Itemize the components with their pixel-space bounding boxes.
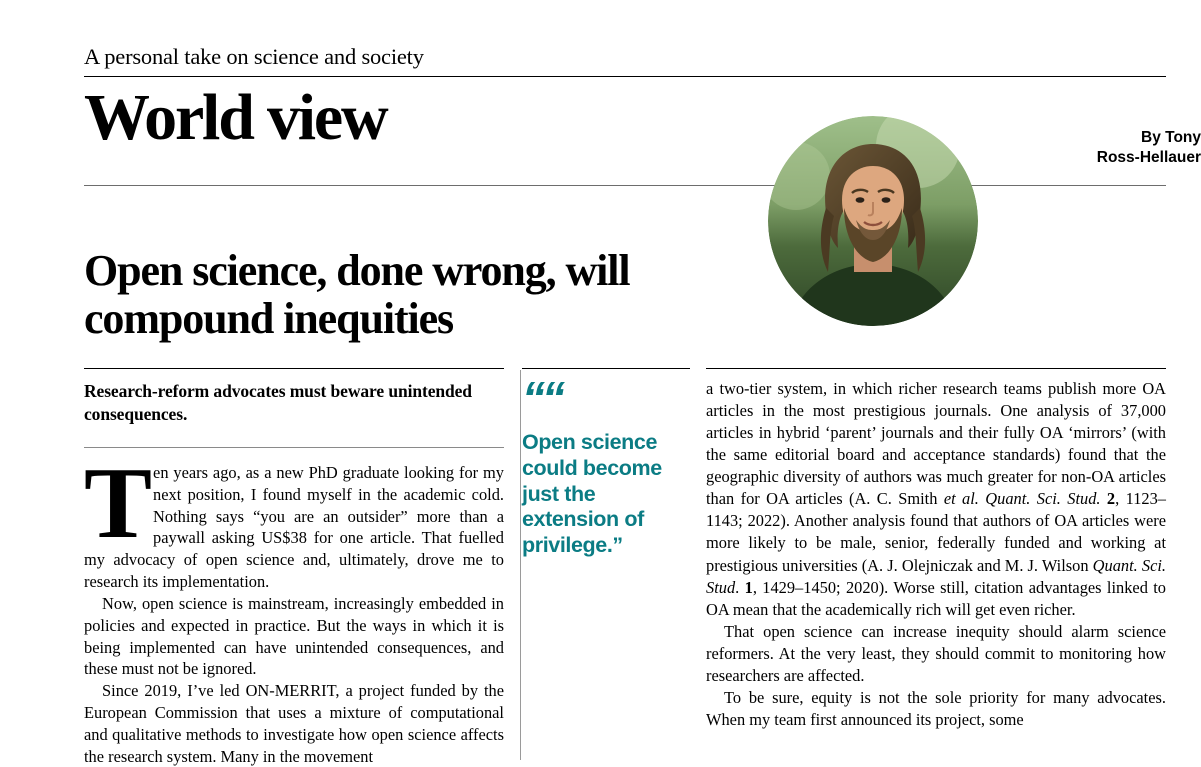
article-headline: Open science, done wrong, will compound inequities (84, 246, 630, 343)
paragraph (84, 680, 504, 767)
paragraph (84, 593, 504, 680)
byline (1001, 128, 1201, 169)
pull-quote (522, 372, 694, 559)
paragraph-text: That open science can increase inequity should alarm science reformers. At the very least, they should commit to monitoring how researchers are affected. (706, 621, 1166, 685)
portrait-illustration (768, 116, 978, 326)
body-column-left (84, 447, 504, 767)
paragraph (84, 447, 504, 593)
byline-line-1: By Tony (1141, 129, 1201, 146)
drop-cap: T (84, 447, 150, 560)
standfirst: Research-reform advocates must beware unintended consequences. (84, 381, 472, 425)
paragraph-text: To be sure, equity is not the sole priority for many advocates. When my team first announced its project, some (706, 687, 1166, 729)
column-rule-middle (522, 368, 690, 369)
paragraph-text: a two-tier system, in which richer research teams publish more OA articles in the most prestigious journals. One analysis of 37,000 articles in hybrid ‘parent’ journals and their fully OA ‘mirrors’ (with the same editorial board and acceptance standards) found that the geographic diversity of authors was much greater for non-OA articles than for OA articles (A. C. Smith et al. Quant. Sci. Stud. 2, 1123–1143; 2022). Another analysis found that authors of OA articles were more likely to be male, senior, federally funded and working at prestigious universities (A. J. Olejniczak and M. J. Wilson Quant. Sci. Stud. 1, 1429–1450; 2020). Worse still, citation advantages linked to OA mean that the academically rich will get even richer. (706, 379, 1166, 619)
page-title: World view (84, 81, 387, 154)
paragraph (706, 621, 1166, 687)
quote-mark-icon: ““ (522, 372, 562, 424)
masthead-rule-bottom (84, 185, 1166, 186)
paragraph-text: Now, open science is mainstream, increasingly embedded in policies and expected in practice. But the ways in which it is being implemented can have unintended consequences, and these must not be ignored. (84, 593, 504, 679)
paragraph (706, 687, 1166, 731)
kicker-text: A personal take on science and society (84, 44, 424, 69)
column-rule-right (706, 368, 1166, 369)
column-rule-left (84, 368, 504, 369)
paragraph-text: Since 2019, I’ve led ON-MERRIT, a project funded by the European Commission that uses a mixture of computational and qualitative methods to investigate how open science affects the research system. Many in the movement (84, 681, 504, 766)
byline-line-2: Ross-Hellauer (1096, 149, 1201, 167)
paragraph-text: en years ago, as a new PhD graduate looking for my next position, I found myself in the academic cold. Nothing says “you are an outsider” more than a paywall asking US$38 for one article. That fuelled my advocacy of open science and, ultimately, drove me to research its implementation. (84, 463, 504, 592)
author-portrait (768, 116, 978, 326)
pull-quote-text: Open science could become just the extension of privilege.” (522, 430, 662, 558)
paragraph (706, 378, 1166, 621)
body-column-right (706, 378, 1166, 731)
column-divider (520, 370, 521, 760)
